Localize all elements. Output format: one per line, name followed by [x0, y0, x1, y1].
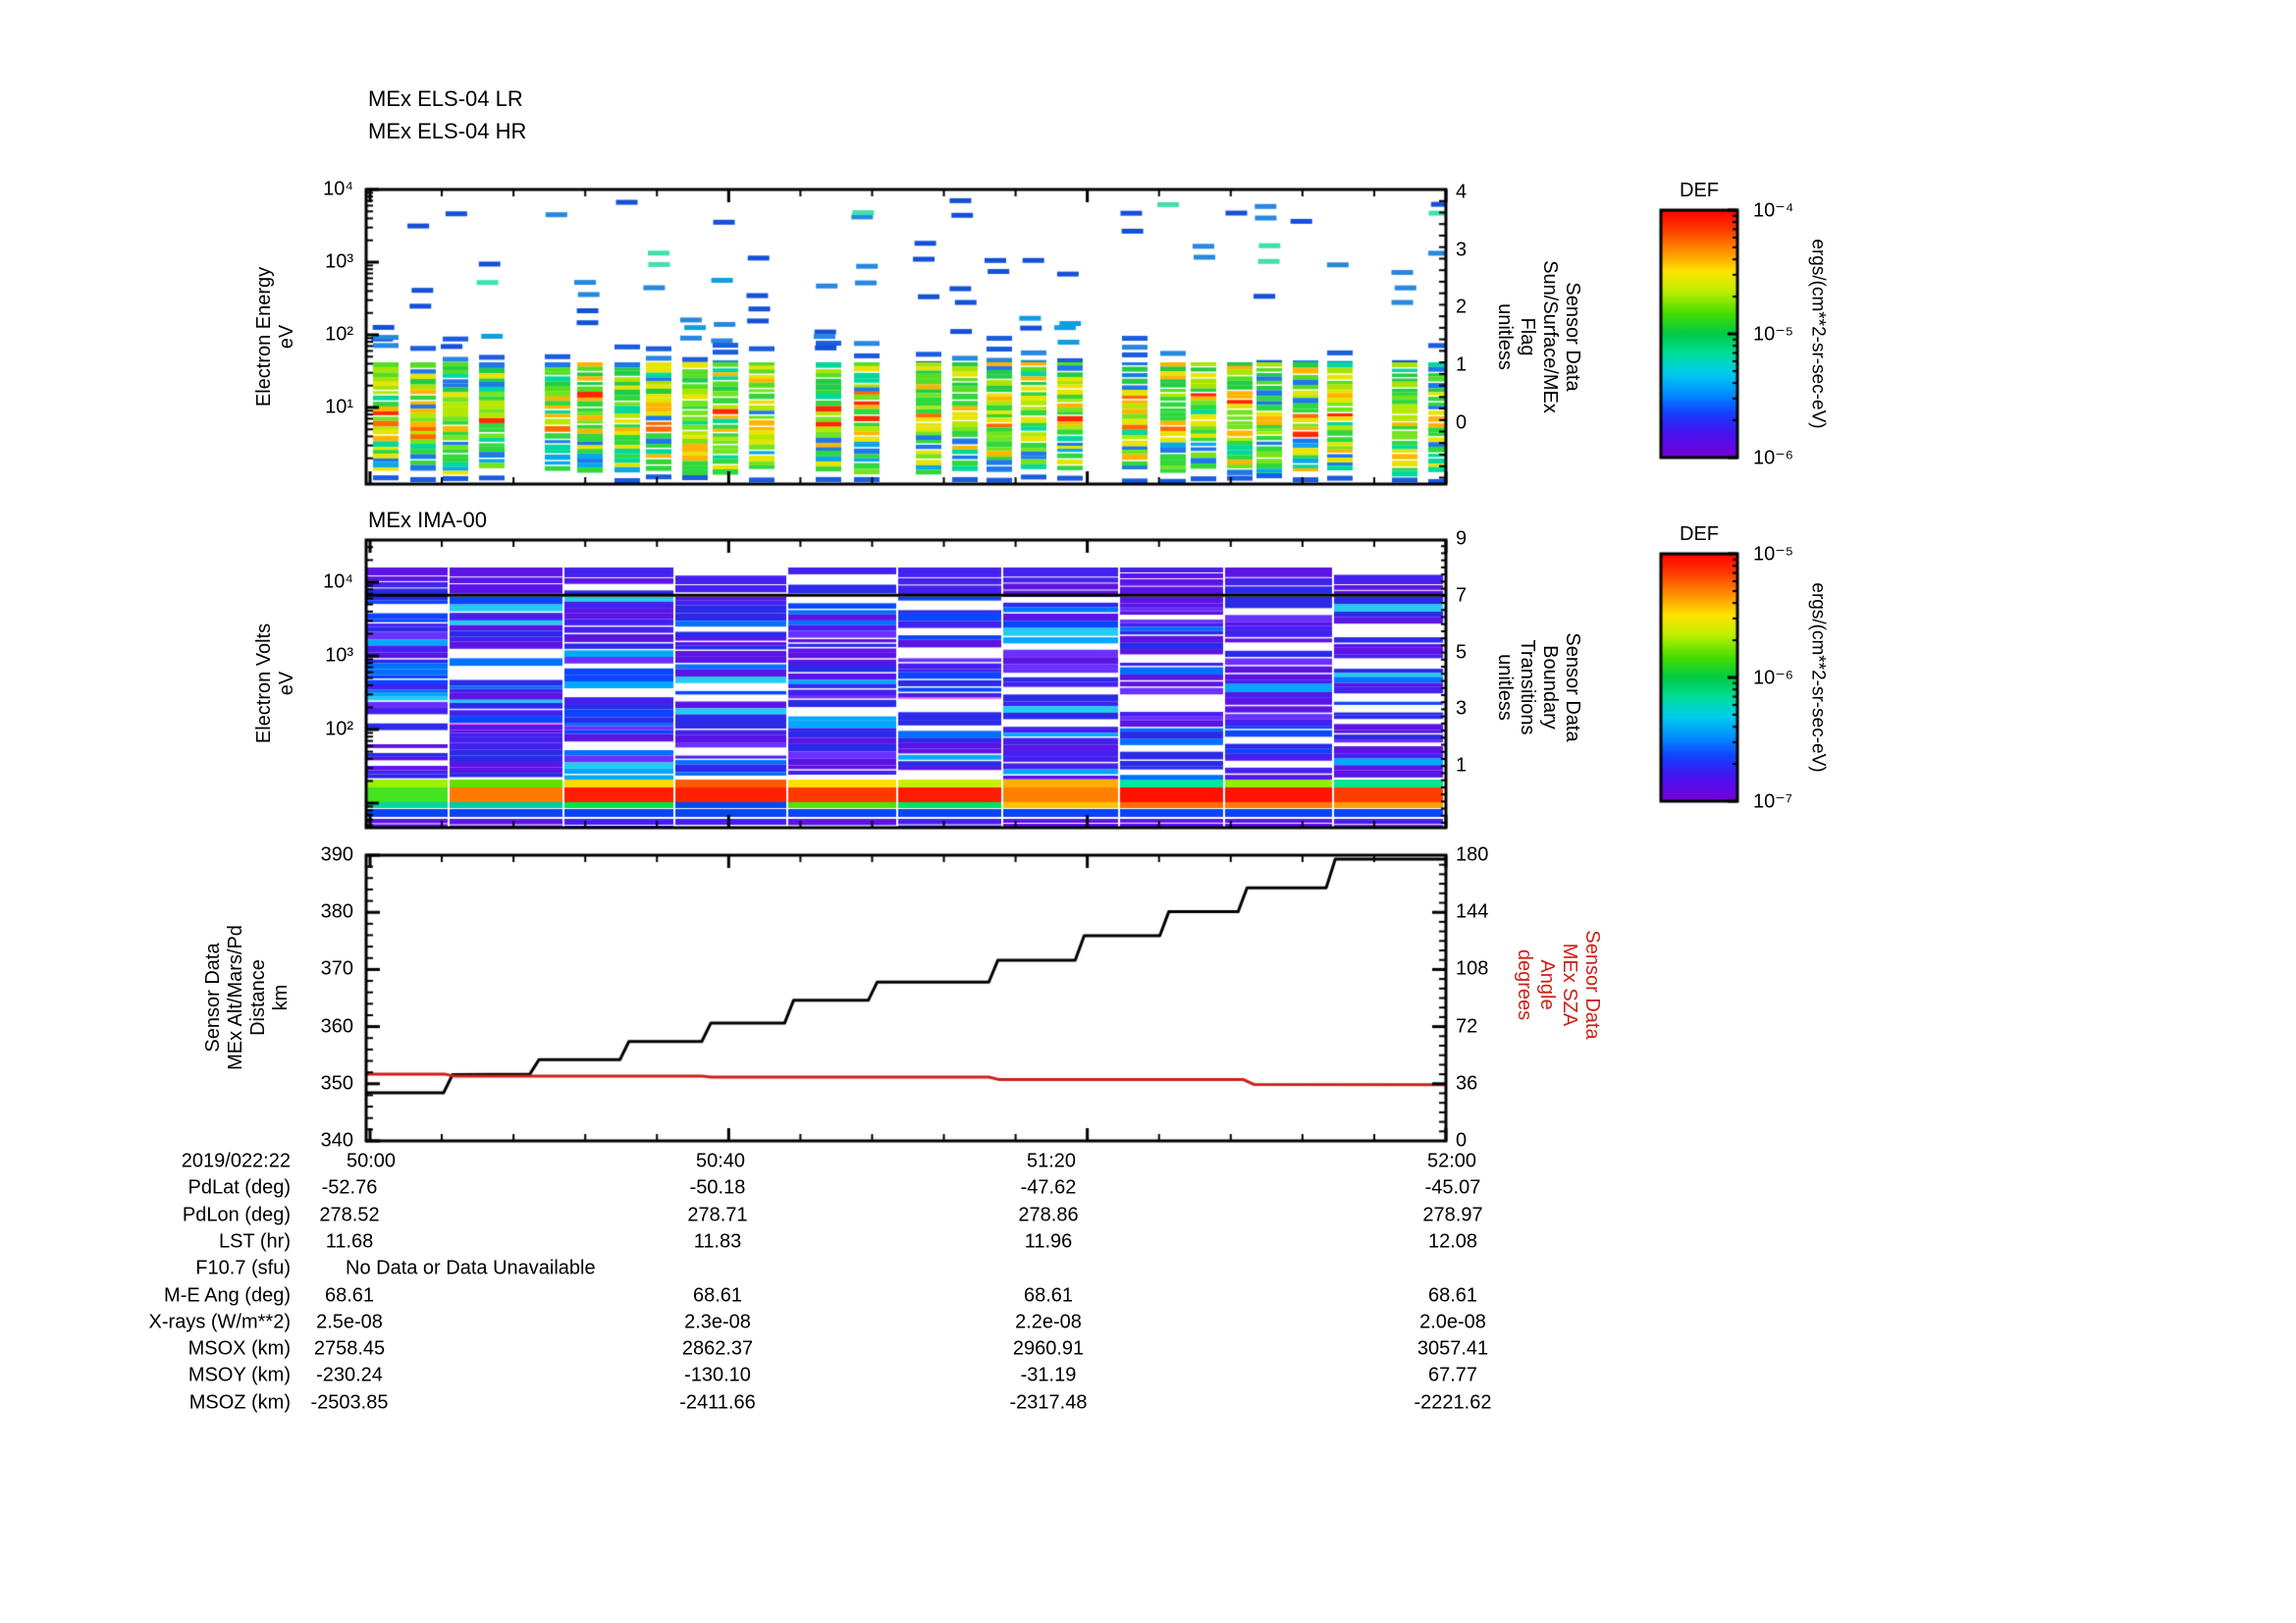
table-cell-value: -52.76 [321, 1176, 378, 1199]
els-right-axis-label-line: Flag [1517, 317, 1538, 356]
table-cell-value: 11.68 [325, 1230, 374, 1253]
sza-right-axis-label-line: Sensor Data [1581, 930, 1603, 1040]
table-cell-value: 278.97 [1422, 1204, 1483, 1226]
els-y-tick-label: 10¹ [325, 396, 353, 418]
table-cell-value: 2.3e-08 [684, 1311, 751, 1333]
x-axis-time-label: 51:20 [1026, 1150, 1077, 1172]
ima-colorbar-unit-text: ergs/(cm**2-sr-sec-eV) [1807, 582, 1829, 773]
table-cell-value: -31.19 [1020, 1364, 1077, 1386]
table-cell-value: -2503.85 [310, 1391, 389, 1414]
altitude-y-tick-label: 340 [320, 1129, 353, 1152]
table-cell-value: 68.61 [1427, 1284, 1478, 1306]
sza-right-tick-label: 108 [1456, 957, 1489, 980]
els-right-axis-label-line: Sensor Data [1562, 282, 1583, 392]
els-y-tick-label: 10⁴ [323, 178, 353, 200]
els-y-axis-label-line: eV [276, 324, 297, 350]
table-cell-value: 11.83 [693, 1230, 742, 1253]
table-cell-value: -130.10 [684, 1364, 751, 1386]
table-cell-value: -230.24 [316, 1364, 383, 1386]
table-cell-value: 12.08 [1427, 1230, 1478, 1253]
sza-right-axis-label-line: MEx SZA [1559, 943, 1580, 1027]
table-cell-value: -45.07 [1424, 1176, 1481, 1199]
ima-right-axis-label-line: Boundary [1539, 645, 1561, 730]
els-colorbar-unit-text: ergs/(cm**2-sr-sec-eV) [1807, 239, 1829, 429]
table-row-label: PdLon (deg) [182, 1204, 291, 1226]
table-cell-value: -47.62 [1020, 1176, 1077, 1199]
table-cell-value: 68.61 [1023, 1284, 1074, 1306]
ima-y-tick-label: 10² [325, 718, 353, 740]
altitude-y-axis-label-line: km [270, 984, 292, 1011]
altitude-y-tick-label: 350 [320, 1072, 353, 1095]
sza-right-tick-label: 144 [1456, 900, 1489, 923]
altitude-y-axis-label [202, 925, 293, 1070]
sza-right-axis-label [1513, 930, 1603, 1039]
ima-y-tick-label: 10³ [325, 644, 353, 667]
sza-right-tick-label: 180 [1456, 843, 1489, 866]
ima-right-tick-label: 7 [1456, 584, 1468, 607]
table-cell-value: 67.77 [1427, 1364, 1478, 1386]
table-cell-value: 68.61 [324, 1284, 375, 1306]
sza-right-tick-label: 72 [1456, 1015, 1478, 1038]
els-colorbar-tick-label: 10⁻⁶ [1753, 447, 1794, 469]
els-colorbar-unit-label [1807, 239, 1830, 428]
x-axis-time-label: 50:40 [695, 1150, 746, 1172]
table-row-label: MSOZ (km) [188, 1391, 291, 1414]
els-title-lr: MEx ELS-04 LR [368, 86, 523, 111]
table-cell-value: 2.0e-08 [1419, 1311, 1486, 1333]
els-colorbar-title: DEF [1680, 180, 1719, 201]
table-cell-value: 2862.37 [681, 1337, 754, 1360]
els-title-hr: MEx ELS-04 HR [368, 119, 527, 143]
table-cell-value: 2960.91 [1012, 1337, 1085, 1360]
els-right-axis-label-line: unitless [1494, 303, 1516, 370]
ima-right-tick-label: 9 [1456, 527, 1468, 550]
table-row-label: M-E Ang (deg) [164, 1284, 291, 1306]
altitude-y-tick-label: 390 [320, 843, 353, 866]
table-cell-value: 2758.45 [313, 1337, 386, 1360]
ima-right-tick-label: 3 [1456, 697, 1468, 720]
table-row-label: MSOY (km) [187, 1364, 291, 1386]
altitude-y-tick-label: 360 [320, 1015, 353, 1038]
table-cell-value: 3057.41 [1416, 1337, 1489, 1360]
els-y-axis-label-line: Electron Energy [253, 266, 275, 407]
ima-colorbar-unit-label [1807, 582, 1830, 772]
ima-colorbar-tick-label: 10⁻⁶ [1753, 667, 1794, 689]
els-colorbar-tick-label: 10⁻⁴ [1753, 199, 1794, 222]
ima-colorbar-title: DEF [1680, 523, 1719, 545]
altitude-y-tick-label: 370 [320, 957, 353, 980]
ima-right-axis-label-line: Transitions [1517, 639, 1538, 735]
table-cell-value: -2411.66 [679, 1391, 756, 1414]
table-row-label: LST (hr) [219, 1230, 291, 1253]
table-cell-value: -50.18 [689, 1176, 746, 1199]
els-right-tick-label: 3 [1456, 239, 1468, 261]
table-cell-value: 2.2e-08 [1015, 1311, 1082, 1333]
ima-right-axis-label-line: unitless [1494, 654, 1516, 721]
table-cell-value: 278.52 [319, 1204, 380, 1226]
ima-colorbar-tick-label: 10⁻⁵ [1753, 543, 1794, 566]
table-span-value: No Data or Data Unavailable [346, 1257, 596, 1279]
ima-colorbar-tick-label: 10⁻⁷ [1753, 790, 1793, 813]
ima-y-tick-label: 10⁴ [323, 570, 353, 593]
table-row-label: X-rays (W/m**2) [148, 1311, 291, 1333]
table-cell-value: 68.61 [692, 1284, 743, 1306]
els-right-tick-label: 0 [1456, 411, 1468, 434]
ima-right-axis-label [1493, 632, 1583, 741]
sza-right-tick-label: 36 [1456, 1072, 1478, 1095]
els-y-tick-label: 10³ [325, 250, 353, 273]
sza-right-axis-label-line: Angle [1536, 959, 1558, 1010]
table-cell-value: -2221.62 [1414, 1391, 1492, 1414]
altitude-y-axis-label-line: Sensor Data [202, 943, 224, 1053]
els-right-axis-label-line: Sun/Surface/MEx [1539, 260, 1561, 413]
x-axis-time-label: 52:00 [1426, 1150, 1477, 1172]
table-row-label: F10.7 (sfu) [195, 1257, 291, 1279]
ima-right-axis-label-line: Sensor Data [1562, 632, 1583, 742]
ima-right-tick-label: 1 [1456, 754, 1468, 777]
ima-y-axis-label-line: eV [276, 671, 297, 696]
table-cell-value: 278.86 [1018, 1204, 1079, 1226]
table-row-label: PdLat (deg) [187, 1176, 291, 1199]
altitude-y-axis-label-line: MEx Alt/Mars/Pd [225, 925, 246, 1070]
els-right-tick-label: 4 [1456, 181, 1468, 203]
els-colorbar-tick-label: 10⁻⁵ [1753, 323, 1794, 346]
els-y-tick-label: 10² [325, 323, 353, 346]
x-axis-time-label: 50:00 [346, 1150, 397, 1172]
els-right-tick-label: 2 [1456, 296, 1468, 318]
table-cell-value: 278.71 [687, 1204, 748, 1226]
sza-right-axis-label-line: degrees [1514, 948, 1535, 1021]
sza-right-tick-label: 0 [1456, 1129, 1468, 1152]
ima-title: MEx IMA-00 [368, 508, 488, 532]
ima-y-axis-label-line: Electron Volts [253, 622, 275, 744]
els-right-axis-label [1493, 260, 1583, 413]
altitude-y-axis-label-line: Distance [247, 959, 269, 1036]
ima-right-tick-label: 5 [1456, 641, 1468, 664]
table-date-label: 2019/022:22 [181, 1150, 291, 1172]
table-cell-value: 2.5e-08 [316, 1311, 383, 1333]
els-right-tick-label: 1 [1456, 353, 1468, 376]
table-row-label: MSOX (km) [187, 1337, 291, 1360]
table-cell-value: -2317.48 [1009, 1391, 1088, 1414]
table-cell-value: 11.96 [1024, 1230, 1073, 1253]
altitude-y-tick-label: 380 [320, 900, 353, 923]
